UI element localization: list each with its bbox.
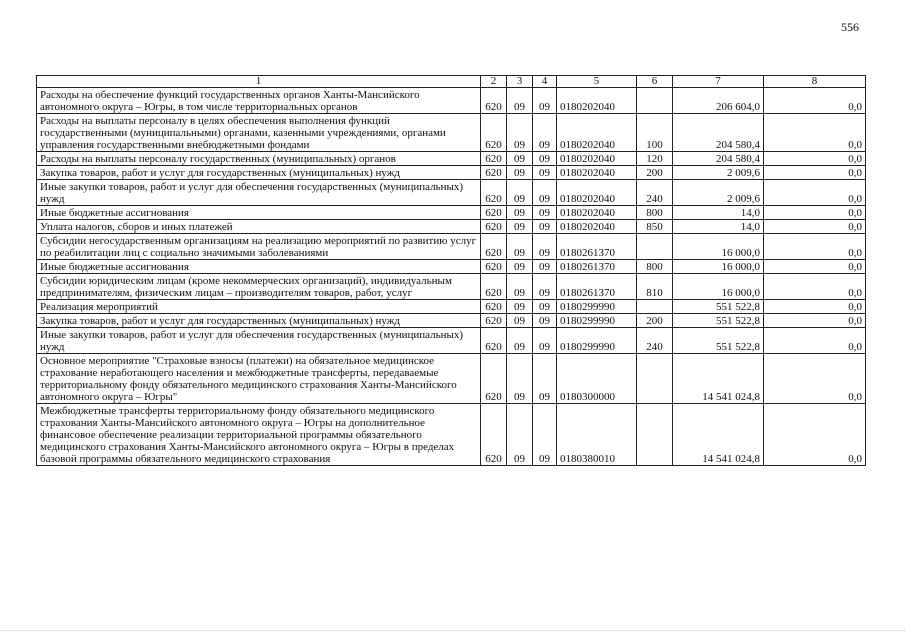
row-amount-extra-cell: 0,0 <box>764 220 866 234</box>
row-admin-cell: 620 <box>481 314 507 328</box>
row-expense-type-cell <box>637 88 673 114</box>
table-row <box>37 274 866 300</box>
header-row <box>37 76 866 88</box>
row-target-code-cell: 0180300000 <box>557 354 637 404</box>
table-row <box>37 88 866 114</box>
row-name-cell: Основное мероприятие "Страховые взносы (платежи) на обязательное медицинское страхование неработающего населения и межбюджетные трансферты, передаваемые территориальному фонду обязательного медицинского страхования Ханты-Мансийского автономного округа – Югры" <box>37 354 481 404</box>
row-section-cell: 09 <box>507 114 533 152</box>
row-subsection-cell: 09 <box>533 114 557 152</box>
row-name-cell: Иные бюджетные ассигнования <box>37 206 481 220</box>
row-subsection-cell: 09 <box>533 206 557 220</box>
table-row <box>37 234 866 260</box>
row-expense-type-cell: 100 <box>637 114 673 152</box>
row-section-cell: 09 <box>507 314 533 328</box>
row-section-cell: 09 <box>507 220 533 234</box>
row-amount-cell: 14,0 <box>673 206 764 220</box>
row-name-cell: Расходы на обеспечение функций государственных органов Ханты-Мансийского автономного округа – Югры, в том числе территориальных органов <box>37 88 481 114</box>
row-amount-extra-cell: 0,0 <box>764 114 866 152</box>
header-cell-3: 3 <box>507 76 533 88</box>
budget-table <box>36 75 866 466</box>
row-expense-type-cell <box>637 404 673 466</box>
row-admin-cell: 620 <box>481 274 507 300</box>
row-amount-cell: 551 522,8 <box>673 328 764 354</box>
table-row <box>37 404 866 466</box>
row-section-cell: 09 <box>507 206 533 220</box>
header-cell-2: 2 <box>481 76 507 88</box>
row-expense-type-cell: 810 <box>637 274 673 300</box>
header-cell-8: 8 <box>764 76 866 88</box>
row-admin-cell: 620 <box>481 166 507 180</box>
row-subsection-cell: 09 <box>533 220 557 234</box>
row-section-cell: 09 <box>507 274 533 300</box>
row-section-cell: 09 <box>507 166 533 180</box>
row-amount-cell: 14 541 024,8 <box>673 404 764 466</box>
table-row <box>37 260 866 274</box>
row-subsection-cell: 09 <box>533 152 557 166</box>
row-amount-extra-cell: 0,0 <box>764 152 866 166</box>
row-amount-extra-cell: 0,0 <box>764 328 866 354</box>
page-number: 556 <box>841 20 859 34</box>
row-subsection-cell: 09 <box>533 314 557 328</box>
row-expense-type-cell: 800 <box>637 260 673 274</box>
row-section-cell: 09 <box>507 260 533 274</box>
table-row <box>37 314 866 328</box>
row-amount-cell: 14 541 024,8 <box>673 354 764 404</box>
row-subsection-cell: 09 <box>533 260 557 274</box>
table-row <box>37 328 866 354</box>
row-amount-extra-cell: 0,0 <box>764 166 866 180</box>
row-expense-type-cell: 200 <box>637 166 673 180</box>
row-admin-cell: 620 <box>481 206 507 220</box>
header-cell-7: 7 <box>673 76 764 88</box>
table-row <box>37 300 866 314</box>
table-row <box>37 152 866 166</box>
header-cell-6: 6 <box>637 76 673 88</box>
row-amount-extra-cell: 0,0 <box>764 180 866 206</box>
row-name-cell: Межбюджетные трансферты территориальному фонду обязательного медицинского страхования Ханты-Мансийского автономного округа – Югры на дополнительное финансовое обеспечение реализации территориальной программы обязательного медицинского страхования Ханты-Мансийского автономного округа – Югры в пределах базовой программы обязательного медицинского страхования <box>37 404 481 466</box>
table-row <box>37 180 866 206</box>
table-row <box>37 354 866 404</box>
row-expense-type-cell <box>637 234 673 260</box>
row-expense-type-cell <box>637 300 673 314</box>
row-name-cell: Субсидии юридическим лицам (кроме некоммерческих организаций), индивидуальным предпринимателям, физическим лицам – производителям товаров, работ, услуг <box>37 274 481 300</box>
row-target-code-cell: 0180202040 <box>557 152 637 166</box>
row-expense-type-cell: 800 <box>637 206 673 220</box>
row-target-code-cell: 0180202040 <box>557 114 637 152</box>
row-subsection-cell: 09 <box>533 404 557 466</box>
row-subsection-cell: 09 <box>533 354 557 404</box>
header-cell-5: 5 <box>557 76 637 88</box>
row-target-code-cell: 0180299990 <box>557 300 637 314</box>
row-expense-type-cell: 200 <box>637 314 673 328</box>
row-amount-cell: 14,0 <box>673 220 764 234</box>
row-target-code-cell: 0180299990 <box>557 314 637 328</box>
row-admin-cell: 620 <box>481 404 507 466</box>
row-target-code-cell: 0180299990 <box>557 328 637 354</box>
row-admin-cell: 620 <box>481 260 507 274</box>
row-admin-cell: 620 <box>481 114 507 152</box>
row-name-cell: Расходы на выплаты персоналу в целях обеспечения выполнения функций государственными (муниципальными) органами, казенными учреждениями, органами управления государственными внебюджетными фондами <box>37 114 481 152</box>
row-expense-type-cell: 240 <box>637 328 673 354</box>
row-section-cell: 09 <box>507 404 533 466</box>
row-name-cell: Субсидии негосударственным организациям на реализацию мероприятий по развитию услуг по реабилитации лиц с социально значимыми заболеваниями <box>37 234 481 260</box>
row-amount-cell: 16 000,0 <box>673 274 764 300</box>
table-row <box>37 166 866 180</box>
row-target-code-cell: 0180202040 <box>557 206 637 220</box>
row-section-cell: 09 <box>507 180 533 206</box>
row-amount-cell: 206 604,0 <box>673 88 764 114</box>
row-subsection-cell: 09 <box>533 180 557 206</box>
row-section-cell: 09 <box>507 300 533 314</box>
row-admin-cell: 620 <box>481 152 507 166</box>
row-subsection-cell: 09 <box>533 166 557 180</box>
row-target-code-cell: 0180261370 <box>557 260 637 274</box>
row-amount-cell: 204 580,4 <box>673 114 764 152</box>
row-admin-cell: 620 <box>481 234 507 260</box>
row-name-cell: Уплата налогов, сборов и иных платежей <box>37 220 481 234</box>
row-amount-cell: 551 522,8 <box>673 314 764 328</box>
row-amount-extra-cell: 0,0 <box>764 354 866 404</box>
table-row <box>37 114 866 152</box>
row-expense-type-cell <box>637 354 673 404</box>
row-section-cell: 09 <box>507 328 533 354</box>
row-admin-cell: 620 <box>481 88 507 114</box>
row-target-code-cell: 0180202040 <box>557 220 637 234</box>
row-amount-extra-cell: 0,0 <box>764 274 866 300</box>
row-name-cell: Расходы на выплаты персоналу государственных (муниципальных) органов <box>37 152 481 166</box>
row-name-cell: Закупка товаров, работ и услуг для государственных (муниципальных) нужд <box>37 166 481 180</box>
row-admin-cell: 620 <box>481 328 507 354</box>
row-subsection-cell: 09 <box>533 274 557 300</box>
row-target-code-cell: 0180261370 <box>557 234 637 260</box>
row-target-code-cell: 0180202040 <box>557 180 637 206</box>
row-subsection-cell: 09 <box>533 328 557 354</box>
table-row <box>37 206 866 220</box>
row-amount-extra-cell: 0,0 <box>764 314 866 328</box>
header-cell-4: 4 <box>533 76 557 88</box>
row-subsection-cell: 09 <box>533 88 557 114</box>
row-amount-cell: 16 000,0 <box>673 234 764 260</box>
header-cell-1: 1 <box>37 76 481 88</box>
row-amount-extra-cell: 0,0 <box>764 206 866 220</box>
row-admin-cell: 620 <box>481 180 507 206</box>
row-name-cell: Закупка товаров, работ и услуг для государственных (муниципальных) нужд <box>37 314 481 328</box>
row-amount-cell: 16 000,0 <box>673 260 764 274</box>
row-amount-extra-cell: 0,0 <box>764 234 866 260</box>
row-amount-cell: 2 009,6 <box>673 166 764 180</box>
row-name-cell: Реализация мероприятий <box>37 300 481 314</box>
row-amount-extra-cell: 0,0 <box>764 404 866 466</box>
row-amount-cell: 2 009,6 <box>673 180 764 206</box>
row-admin-cell: 620 <box>481 220 507 234</box>
row-section-cell: 09 <box>507 234 533 260</box>
row-section-cell: 09 <box>507 88 533 114</box>
row-target-code-cell: 0180380010 <box>557 404 637 466</box>
row-expense-type-cell: 850 <box>637 220 673 234</box>
row-subsection-cell: 09 <box>533 300 557 314</box>
row-expense-type-cell: 240 <box>637 180 673 206</box>
row-subsection-cell: 09 <box>533 234 557 260</box>
row-amount-cell: 551 522,8 <box>673 300 764 314</box>
row-section-cell: 09 <box>507 354 533 404</box>
table-row <box>37 220 866 234</box>
row-name-cell: Иные закупки товаров, работ и услуг для обеспечения государственных (муниципальных) нужд <box>37 180 481 206</box>
row-admin-cell: 620 <box>481 300 507 314</box>
row-target-code-cell: 0180261370 <box>557 274 637 300</box>
row-amount-extra-cell: 0,0 <box>764 88 866 114</box>
row-name-cell: Иные бюджетные ассигнования <box>37 260 481 274</box>
row-name-cell: Иные закупки товаров, работ и услуг для обеспечения государственных (муниципальных) нужд <box>37 328 481 354</box>
row-target-code-cell: 0180202040 <box>557 166 637 180</box>
row-admin-cell: 620 <box>481 354 507 404</box>
row-expense-type-cell: 120 <box>637 152 673 166</box>
row-amount-cell: 204 580,4 <box>673 152 764 166</box>
row-amount-extra-cell: 0,0 <box>764 260 866 274</box>
row-target-code-cell: 0180202040 <box>557 88 637 114</box>
table-body <box>37 88 866 466</box>
scan-edge-noise <box>0 630 905 632</box>
row-amount-extra-cell: 0,0 <box>764 300 866 314</box>
row-section-cell: 09 <box>507 152 533 166</box>
